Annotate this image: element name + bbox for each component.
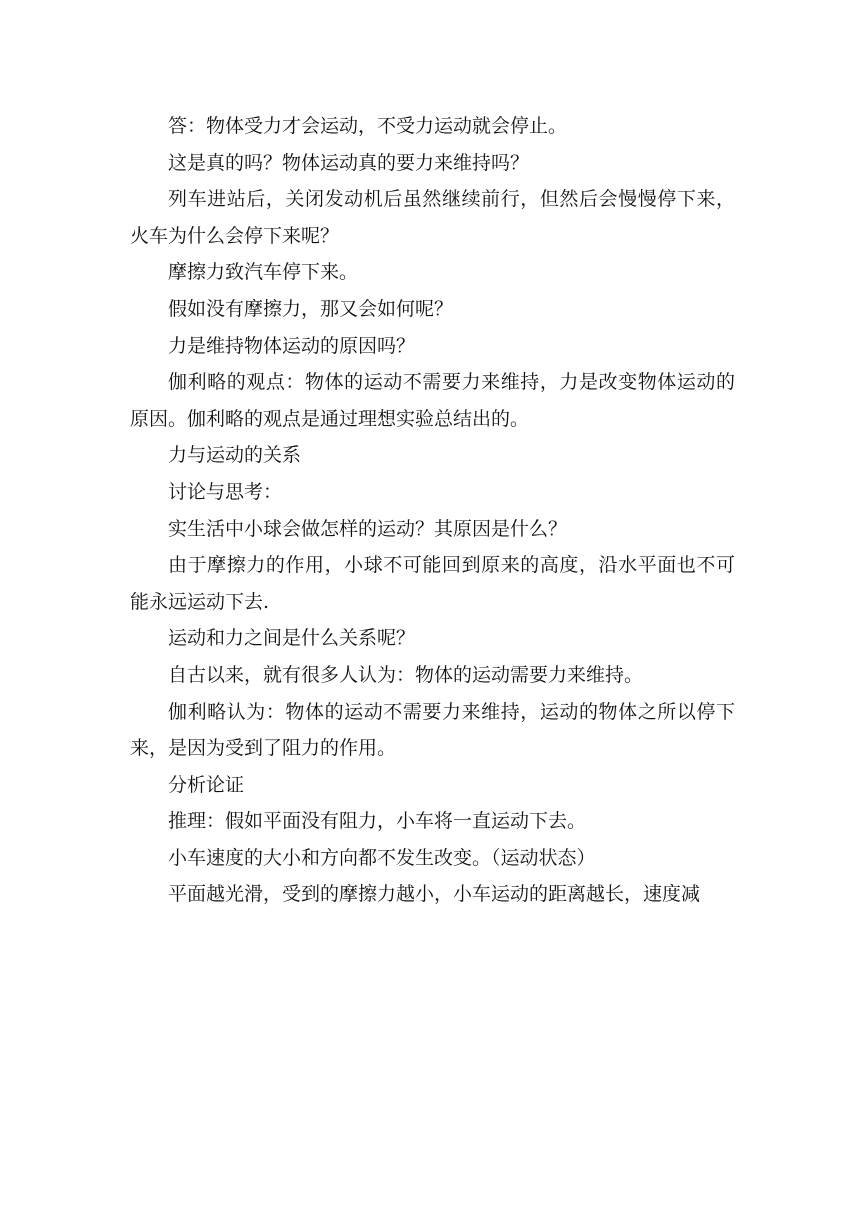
paragraph: 伽利略的观点：物体的运动不需要力来维持，力是改变物体运动的原因。伽利略的观点是通过理想实验总结出的。 (130, 371, 735, 430)
paragraph: 小车速度的大小和方向都不发生改变。（运动状态） (168, 846, 596, 869)
paragraph: 实生活中小球会做怎样的运动？其原因是什么？ (168, 517, 568, 540)
paragraph: 力是维持物体运动的原因吗？ (168, 334, 416, 357)
paragraph: 答：物体受力才会运动，不受力运动就会停止。 (168, 115, 568, 137)
paragraph: 自古以来，就有很多人认为：物体的运动需要力来维持。 (168, 663, 644, 686)
paragraph: 摩擦力致汽车停下来。 (168, 261, 359, 284)
paragraph: 推理：假如平面没有阻力，小车将一直运动下去。 (168, 810, 587, 833)
document-body (130, 108, 735, 913)
paragraph: 列车进站后，关闭发动机后虽然继续前行，但然后会慢慢停下来，火车为什么会停下来呢？ (130, 188, 735, 247)
section-heading: 分析论证 (168, 773, 245, 796)
paragraph: 这是真的吗？物体运动真的要力来维持吗？ (168, 151, 530, 174)
paragraph: 讨论与思考： (168, 480, 283, 503)
paragraph: 伽利略认为：物体的运动不需要力来维持，运动的物体之所以停下来，是因为受到了阻力的作用。 (130, 700, 735, 760)
paragraph: 平面越光滑，受到的摩擦力越小，小车运动的距离越长，速度减 (168, 883, 701, 906)
section-heading: 力与运动的关系 (168, 444, 302, 467)
paragraph: 假如没有摩擦力，那又会如何呢？ (168, 297, 454, 320)
paragraph: 由于摩擦力的作用，小球不可能回到原来的高度，沿水平面也不可能永远运动下去. (130, 554, 735, 613)
paragraph: 运动和力之间是什么关系呢？ (168, 627, 416, 650)
